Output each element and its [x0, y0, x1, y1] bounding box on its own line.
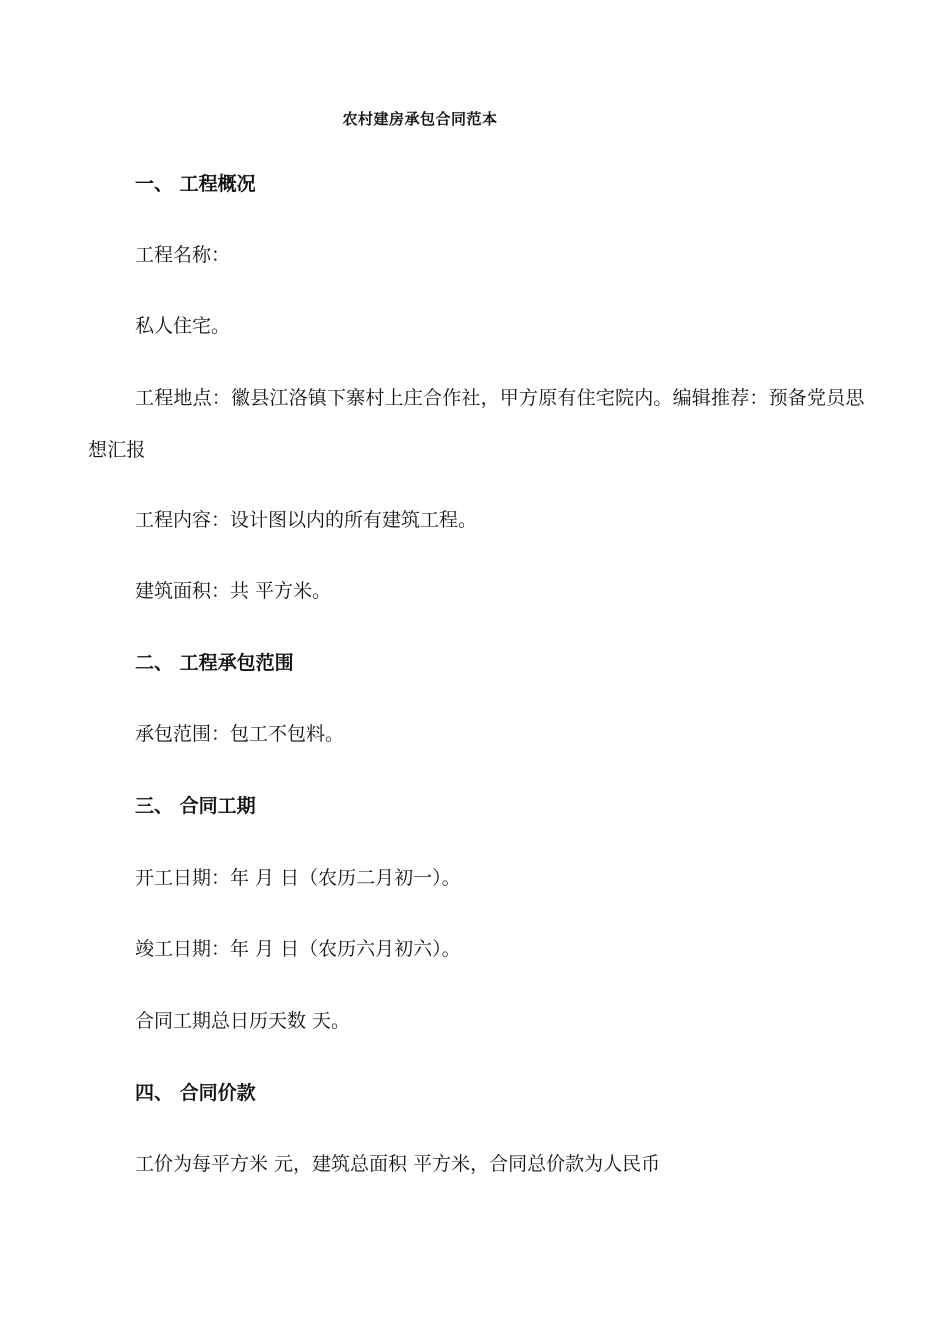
completion-date: 竣工日期：年 月 日（农历六月初六）。 — [135, 938, 461, 960]
section-heading-overview: 一、 工程概况 — [135, 173, 256, 195]
section-heading-price: 四、 合同价款 — [135, 1082, 256, 1104]
section-heading-scope: 二、 工程承包范围 — [135, 652, 294, 674]
contract-scope: 承包范围：包工不包料。 — [135, 723, 345, 745]
project-name-value: 私人住宅。 — [135, 315, 231, 337]
total-days: 合同工期总日历天数 天。 — [135, 1010, 351, 1032]
project-name-label: 工程名称： — [135, 244, 231, 266]
start-date: 开工日期：年 月 日（农历二月初一）。 — [135, 867, 461, 889]
project-location-paragraph: 工程地点：徽县江洛镇下寨村上庄合作社，甲方原有住宅院内。编辑推荐：预备党员思想汇报 — [88, 387, 865, 461]
project-content: 工程内容：设计图以内的所有建筑工程。 — [135, 509, 478, 531]
section-heading-duration: 三、 合同工期 — [135, 795, 256, 817]
contract-price: 工价为每平方米 元，建筑总面积 平方米，合同总价款为人民币 — [135, 1153, 661, 1175]
building-area: 建筑面积：共 平方米。 — [135, 580, 332, 602]
document-title: 农村建房承包合同范本 — [342, 110, 498, 128]
